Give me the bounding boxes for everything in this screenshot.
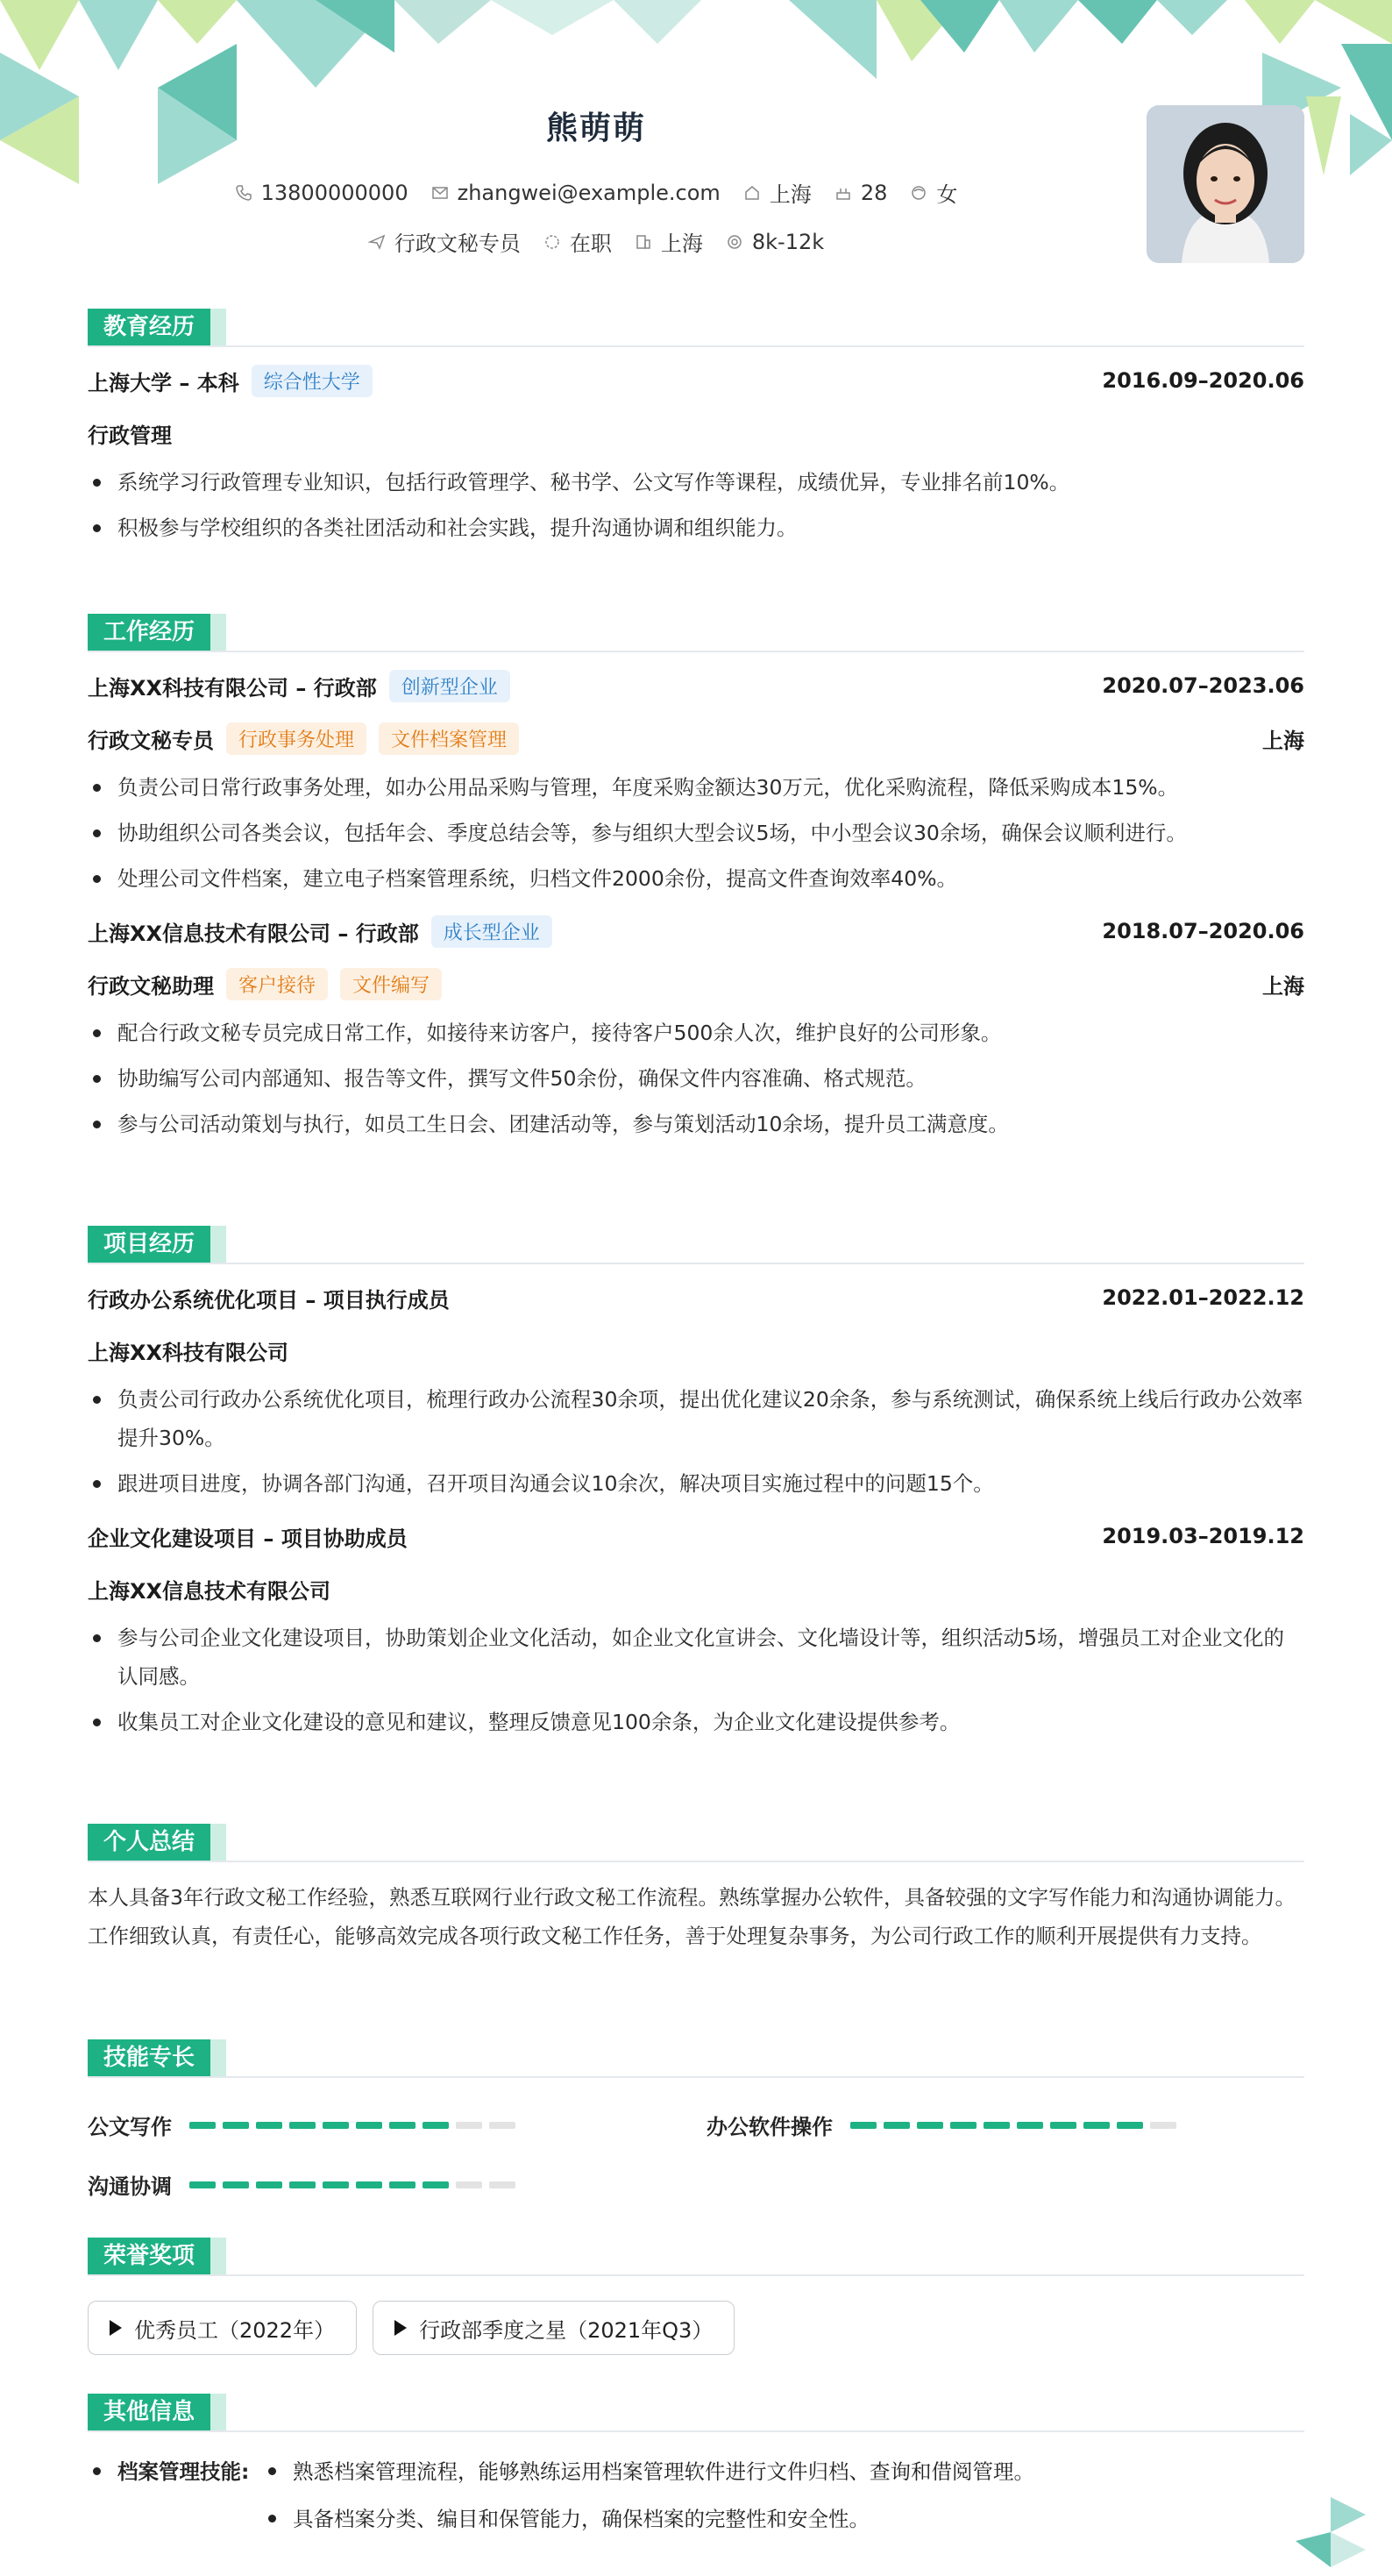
status-icon bbox=[543, 233, 561, 251]
other-section bbox=[88, 2394, 1304, 2543]
email-item bbox=[431, 181, 721, 205]
project-header-row bbox=[88, 1510, 1304, 1562]
skill-dash-filled bbox=[850, 2122, 877, 2129]
skill-dash-filled bbox=[256, 2181, 282, 2188]
job-city: 上海 bbox=[1262, 728, 1304, 753]
skill-level-bar bbox=[850, 2122, 1176, 2129]
avatar bbox=[1147, 105, 1304, 263]
company-name: 上海XX科技有限公司 – 行政部 bbox=[88, 675, 377, 701]
play-icon bbox=[110, 2320, 122, 2336]
gender-text: 女 bbox=[936, 182, 958, 207]
list-item: 负责公司日常行政事务处理，如办公用品采购与管理，年度采购金额达30万元，优化采购流程，降低采购成本15%。 bbox=[88, 768, 1304, 807]
company-name: 上海XX信息技术有限公司 – 行政部 bbox=[88, 921, 419, 946]
project-company: 上海XX信息技术有限公司 bbox=[88, 1578, 331, 1604]
honor-badge bbox=[88, 2301, 357, 2355]
list-item: 处理公司文件档案，建立电子档案管理系统，归档文件2000余份，提高文件查询效率40%。 bbox=[88, 859, 1304, 898]
skill-dash-filled bbox=[1117, 2122, 1143, 2129]
section-title: 技能专长 bbox=[88, 2039, 210, 2076]
target-city-text: 上海 bbox=[660, 231, 703, 256]
skill-dash-filled bbox=[423, 2181, 449, 2188]
honor-label: 行政部季度之星（2021年Q3） bbox=[419, 2317, 714, 2343]
work-section bbox=[88, 614, 1304, 1143]
mail-icon bbox=[431, 184, 449, 202]
skill-item bbox=[707, 2110, 1176, 2140]
projects-section bbox=[88, 1226, 1304, 1741]
status-item bbox=[543, 226, 612, 257]
job-header-row bbox=[88, 905, 1304, 957]
skill-dash-filled bbox=[1050, 2122, 1076, 2129]
section-title: 个人总结 bbox=[88, 1824, 210, 1861]
list-item: 协助编写公司内部通知、报告等文件，撰写文件50余份，确保文件内容准确、格式规范。 bbox=[88, 1059, 1304, 1098]
honor-label: 优秀员工（2022年） bbox=[134, 2317, 336, 2343]
job-city: 上海 bbox=[1262, 973, 1304, 999]
skill-dash-filled bbox=[189, 2122, 216, 2129]
skill-name: 办公软件操作 bbox=[707, 2115, 833, 2139]
skill-dash-filled bbox=[356, 2122, 382, 2129]
project-company: 上海XX科技有限公司 bbox=[88, 1340, 289, 1365]
school-name: 上海大学 – 本科 bbox=[88, 370, 239, 395]
contact-row bbox=[88, 177, 1104, 208]
project-company-row bbox=[88, 1324, 1304, 1377]
project-bullets bbox=[88, 1619, 1304, 1741]
education-date: 2016.09–2020.06 bbox=[1102, 368, 1304, 393]
location-text: 上海 bbox=[769, 182, 812, 207]
send-icon bbox=[368, 233, 386, 251]
skill-dash-filled bbox=[256, 2122, 282, 2129]
phone-text: 13800000000 bbox=[260, 180, 408, 205]
skills-grid bbox=[88, 2078, 1304, 2210]
job-role-row bbox=[88, 957, 1304, 1010]
list-item: 协助组织公司各类会议，包括年会、季度总结会等，参与组织大型会议5场，中小型会议30余场，确保会议顺利进行。 bbox=[88, 814, 1304, 852]
list-item: 参与公司活动策划与执行，如员工生日会、团建活动等，参与策划活动10余场，提升员工满意度。 bbox=[88, 1105, 1304, 1143]
section-title: 教育经历 bbox=[88, 309, 210, 345]
skill-dash-empty bbox=[489, 2181, 515, 2188]
summary-section bbox=[88, 1824, 1304, 1955]
skill-dash-filled bbox=[1017, 2122, 1043, 2129]
skill-dash-filled bbox=[423, 2122, 449, 2129]
skill-dash-empty bbox=[1150, 2122, 1176, 2129]
coin-icon bbox=[726, 233, 743, 251]
job-bullets bbox=[88, 1014, 1304, 1143]
job-role: 行政文秘助理 bbox=[88, 973, 214, 999]
major-row bbox=[88, 407, 1304, 459]
other-values bbox=[263, 2448, 1034, 2543]
skill-tag: 行政事务处理 bbox=[226, 722, 366, 755]
project-name: 企业文化建设项目 – 项目协助成员 bbox=[88, 1526, 408, 1551]
portrait-image bbox=[1147, 105, 1304, 263]
skill-dash-filled bbox=[389, 2181, 415, 2188]
skill-dash-filled bbox=[289, 2122, 316, 2129]
section-header bbox=[88, 614, 1304, 652]
skill-tag: 文件档案管理 bbox=[379, 722, 519, 755]
skill-tag: 客户接待 bbox=[226, 968, 328, 1000]
home-icon bbox=[743, 184, 761, 202]
skill-dash-filled bbox=[323, 2122, 349, 2129]
candidate-name: 熊萌萌 bbox=[545, 110, 646, 146]
skill-tag: 文件编写 bbox=[340, 968, 442, 1000]
job-intent-row bbox=[88, 226, 1104, 257]
school-tag: 综合性大学 bbox=[252, 365, 373, 397]
skill-dash-filled bbox=[323, 2181, 349, 2188]
gender-item bbox=[910, 177, 957, 208]
skill-dash-empty bbox=[456, 2181, 482, 2188]
skill-level-bar bbox=[189, 2181, 515, 2188]
company-tag: 创新型企业 bbox=[389, 670, 510, 702]
honor-badge bbox=[373, 2301, 735, 2355]
skill-level-bar bbox=[189, 2122, 515, 2129]
skill-dash-filled bbox=[356, 2181, 382, 2188]
list-item: 具备档案分类、编目和保管能力，确保档案的完整性和安全性。 bbox=[263, 2495, 1034, 2543]
skill-dash-filled bbox=[917, 2122, 943, 2129]
project-name: 行政办公系统优化项目 – 项目执行成员 bbox=[88, 1287, 450, 1313]
skill-item bbox=[88, 2110, 515, 2140]
skill-item bbox=[88, 2169, 515, 2200]
skill-dash-filled bbox=[1083, 2122, 1110, 2129]
honors-list bbox=[88, 2276, 1304, 2355]
section-title: 荣誉奖项 bbox=[88, 2238, 210, 2274]
skill-dash-empty bbox=[456, 2122, 482, 2129]
education-row bbox=[88, 354, 1304, 407]
job-date: 2020.07–2023.06 bbox=[1102, 673, 1304, 698]
age-text: 28 bbox=[860, 180, 888, 205]
project-company-row bbox=[88, 1562, 1304, 1615]
job-bullets bbox=[88, 768, 1304, 898]
status-text: 在职 bbox=[569, 231, 612, 256]
section-header bbox=[88, 309, 1304, 347]
play-icon bbox=[394, 2320, 407, 2336]
education-bullets bbox=[88, 463, 1304, 547]
skill-dash-filled bbox=[984, 2122, 1010, 2129]
location-item bbox=[743, 177, 812, 208]
salary-item bbox=[726, 230, 824, 254]
project-bullets bbox=[88, 1380, 1304, 1503]
job-date: 2018.07–2020.06 bbox=[1102, 919, 1304, 943]
section-title: 其他信息 bbox=[88, 2394, 210, 2430]
section-title: 项目经历 bbox=[88, 1226, 210, 1263]
other-key: 档案管理技能: bbox=[88, 2448, 263, 2543]
section-header bbox=[88, 2039, 1304, 2078]
major-name: 行政管理 bbox=[88, 423, 172, 448]
list-item: 跟进项目进度，协调各部门沟通，召开项目沟通会议10余次，解决项目实施过程中的问题15个。 bbox=[88, 1464, 1304, 1503]
section-header bbox=[88, 2394, 1304, 2432]
skill-dash-filled bbox=[189, 2181, 216, 2188]
gender-icon bbox=[910, 184, 927, 202]
section-title: 工作经历 bbox=[88, 614, 210, 651]
list-item: 负责公司行政办公系统优化项目，梳理行政办公流程30余项，提出优化建议20余条，参与系统测试，确保系统上线后行政办公效率提升30%。 bbox=[88, 1380, 1304, 1457]
list-item: 配合行政文秘专员完成日常工作，如接待来访客户，接待客户500余人次，维护良好的公司形象。 bbox=[88, 1014, 1304, 1052]
section-header bbox=[88, 1824, 1304, 1862]
skill-dash-filled bbox=[389, 2122, 415, 2129]
list-item: 收集员工对企业文化建设的意见和建议，整理反馈意见100余条，为企业文化建设提供参考。 bbox=[88, 1703, 1304, 1741]
salary-text: 8k-12k bbox=[751, 229, 825, 254]
position-text: 行政文秘专员 bbox=[394, 231, 521, 256]
project-date: 2022.01–2022.12 bbox=[1102, 1285, 1304, 1310]
skill-dash-empty bbox=[489, 2122, 515, 2129]
summary-text: 本人具备3年行政文秘工作经验，熟悉互联网行业行政文秘工作流程。熟练掌握办公软件，具备较强的文字写作能力和沟通协调能力。工作细致认真，有责任心，能够高效完成各项行政文秘工作任务，善于处理复杂事务，为公司行政工作的顺利开展提供有力支持。 bbox=[88, 1885, 1296, 1948]
project-header-row bbox=[88, 1271, 1304, 1324]
list-item: 系统学习行政管理专业知识，包括行政管理学、秘书学、公文写作等课程，成绩优异，专业排名前10%。 bbox=[88, 463, 1304, 502]
skill-dash-filled bbox=[223, 2122, 249, 2129]
corner-decoration bbox=[1296, 2497, 1366, 2567]
skill-name: 公文写作 bbox=[88, 2115, 172, 2139]
project-date: 2019.03–2019.12 bbox=[1102, 1524, 1304, 1548]
section-header bbox=[88, 2238, 1304, 2276]
phone-icon bbox=[235, 184, 252, 202]
honors-section bbox=[88, 2238, 1304, 2355]
job-role: 行政文秘专员 bbox=[88, 728, 214, 753]
skill-dash-filled bbox=[950, 2122, 977, 2129]
list-item: 积极参与学校组织的各类社团活动和社会实践，提升沟通协调和组织能力。 bbox=[88, 509, 1304, 547]
job-role-row bbox=[88, 712, 1304, 765]
job-header-row bbox=[88, 659, 1304, 712]
age-item bbox=[834, 181, 888, 205]
target-city-item bbox=[635, 226, 703, 257]
list-item: 参与公司企业文化建设项目，协助策划企业文化活动，如企业文化宣讲会、文化墙设计等，组织活动5场，增强员工对企业文化的认同感。 bbox=[88, 1619, 1304, 1696]
skill-dash-filled bbox=[289, 2181, 316, 2188]
other-info bbox=[88, 2432, 1304, 2543]
cake-icon bbox=[834, 184, 852, 202]
company-tag: 成长型企业 bbox=[431, 915, 552, 948]
skill-name: 沟通协调 bbox=[88, 2174, 172, 2199]
education-section bbox=[88, 309, 1304, 547]
list-item: 熟悉档案管理流程，能够熟练运用档案管理软件进行文件归档、查询和借阅管理。 bbox=[263, 2448, 1034, 2495]
skill-dash-filled bbox=[884, 2122, 910, 2129]
section-header bbox=[88, 1226, 1304, 1264]
email-text: zhangwei@example.com bbox=[457, 180, 721, 205]
phone-item bbox=[235, 181, 408, 205]
skill-dash-filled bbox=[223, 2181, 249, 2188]
position-item bbox=[368, 226, 521, 257]
building-icon bbox=[635, 233, 652, 251]
other-row bbox=[88, 2448, 1304, 2543]
skills-section bbox=[88, 2039, 1304, 2210]
